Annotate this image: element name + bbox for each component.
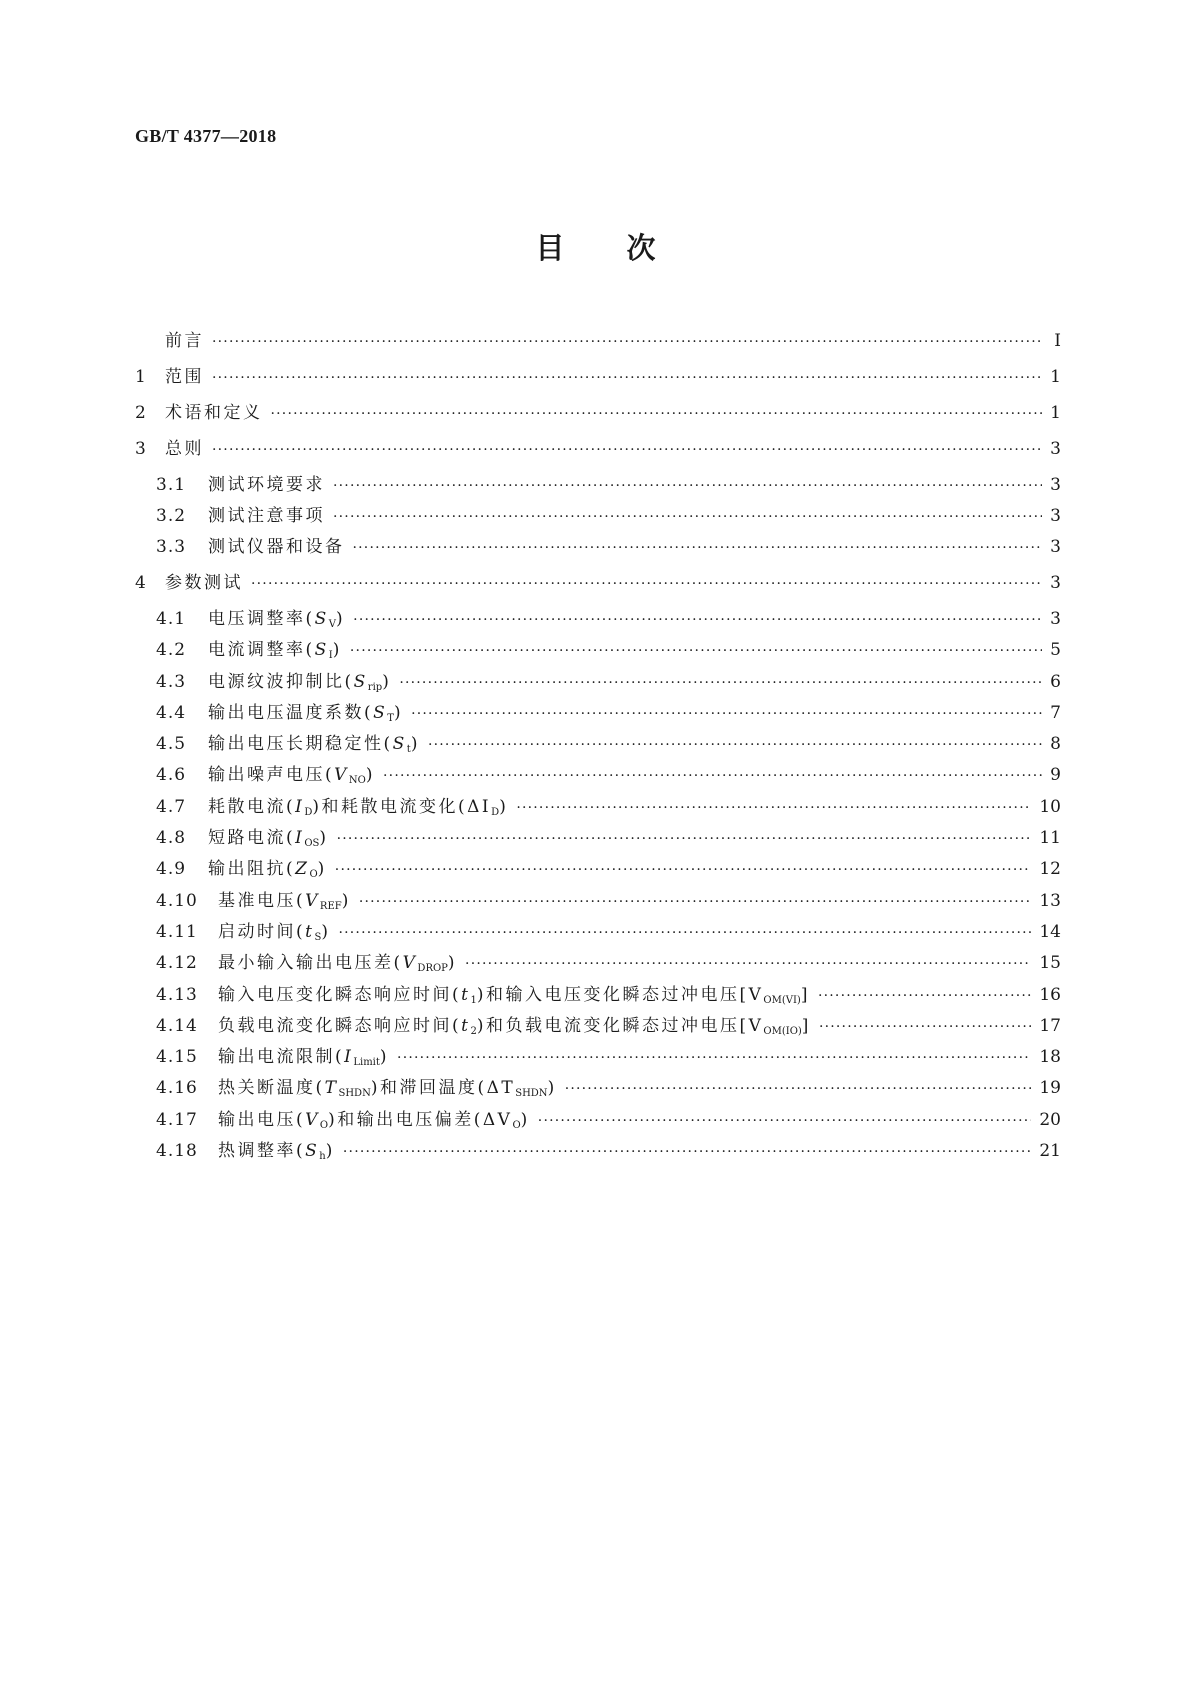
toc-entry[interactable]	[135, 1136, 1061, 1167]
toc-entry-page: 3	[1050, 573, 1061, 594]
toc-entry-symbol: I	[344, 1047, 354, 1068]
toc-entry-title	[218, 917, 330, 943]
toc-entry-title-tail: )和滞回温度(ΔT	[370, 1078, 516, 1099]
toc-entry-title-tail: )	[547, 1078, 557, 1099]
toc-entry-title	[218, 1011, 811, 1037]
toc-entry-number: 4.8	[156, 828, 187, 849]
toc-leader-dots	[397, 1050, 1031, 1066]
toc-entry-title-tail: )	[317, 859, 327, 880]
toc-entry[interactable]	[135, 532, 1061, 563]
toc-entry-number: 4.4	[156, 702, 187, 723]
toc-entry-title-text: 测试仪器和设备	[208, 537, 345, 558]
toc-entry-title-text: 热调整率(	[218, 1140, 306, 1161]
toc-entry-subscript: O	[319, 1119, 329, 1131]
toc-leader-dots	[337, 831, 1032, 847]
toc-entry-subscript: D	[304, 806, 313, 818]
toc-entry[interactable]	[135, 398, 1061, 429]
toc-entry[interactable]	[135, 326, 1061, 357]
toc-entry-title-tail: )	[382, 671, 392, 692]
toc-entry-number: 4.9	[156, 859, 187, 880]
toc-entry-title-tail: )和耗散电流变化(ΔI	[312, 796, 492, 817]
toc-entry-title	[208, 501, 325, 526]
toc-entry[interactable]	[135, 948, 1061, 979]
toc-leader-dots	[565, 1081, 1032, 1097]
toc-entry-title	[218, 948, 457, 974]
toc-entry-subscript: SHDN	[338, 1088, 371, 1100]
toc-entry-number: 3.3	[156, 537, 187, 558]
toc-entry-title	[208, 760, 375, 786]
toc-entry-number: 4	[135, 573, 147, 594]
toc-entry-subscript: rip	[367, 681, 383, 693]
toc-entry-subscript: OS	[304, 838, 320, 850]
toc-leader-dots	[271, 406, 1043, 422]
toc-entry-number: 4.6	[156, 765, 187, 786]
toc-leader-dots	[353, 540, 1043, 556]
toc-entry-title-text: 耗散电流(	[208, 796, 296, 817]
toc-entry-title-text: 术语和定义	[165, 402, 263, 423]
toc-entry-subscript: V	[328, 618, 337, 630]
toc-entry[interactable]	[135, 1105, 1061, 1136]
toc-entry[interactable]	[135, 823, 1061, 854]
toc-entry-title	[208, 604, 345, 630]
toc-entry-title	[165, 362, 204, 387]
toc-entry-title	[208, 729, 420, 755]
toc-entry-title-tail: )	[520, 1109, 530, 1130]
toc-entry[interactable]	[135, 698, 1061, 729]
toc-entry-title-text: 电流调整率(	[208, 640, 315, 661]
toc-leader-dots	[353, 612, 1042, 628]
table-of-contents	[135, 326, 1061, 1167]
toc-entry-number: 4.3	[156, 671, 187, 692]
toc-entry[interactable]	[135, 667, 1061, 698]
toc-entry-symbol: S	[314, 608, 329, 629]
toc-entry-title	[218, 1105, 530, 1131]
toc-entry-subscript: REF	[319, 900, 342, 912]
toc-entry-title	[165, 434, 204, 459]
toc-entry-title	[208, 532, 345, 557]
toc-leader-dots	[333, 509, 1042, 525]
toc-entry-title-text: 短路电流(	[208, 828, 296, 849]
toc-entry-page: 3	[1050, 505, 1061, 526]
toc-entry[interactable]	[135, 886, 1061, 917]
toc-entry-title-tail: )	[379, 1047, 390, 1068]
toc-entry-title-tail: )	[336, 608, 346, 629]
toc-entry-title-tail: ]	[801, 1015, 811, 1036]
toc-entry-page: 16	[1039, 984, 1061, 1005]
toc-entry-page: 15	[1039, 953, 1061, 974]
title-char-1: 目	[535, 231, 565, 265]
toc-entry-title	[208, 823, 329, 849]
toc-entry[interactable]	[135, 760, 1061, 791]
toc-leader-dots	[335, 862, 1032, 878]
toc-entry-title-text: 输出电流限制(	[218, 1047, 345, 1068]
toc-entry[interactable]	[135, 1042, 1061, 1073]
toc-entry-symbol: S	[305, 1140, 320, 1161]
toc-entry-title-text: 测试注意事项	[208, 505, 325, 526]
toc-entry-symbol: t	[461, 1015, 471, 1036]
toc-entry-title	[208, 667, 391, 693]
toc-leader-dots	[343, 1144, 1031, 1160]
toc-entry-title-tail: )和输入电压变化瞬态过冲电压[V	[476, 984, 764, 1005]
toc-entry-title-text: 参数测试	[165, 573, 243, 594]
toc-entry-title-text: 热关断温度(	[218, 1078, 325, 1099]
toc-entry-page: 19	[1039, 1078, 1061, 1099]
toc-entry-number: 4.2	[156, 640, 187, 661]
toc-entry-title	[165, 326, 204, 351]
toc-entry-title-text: 电源纹波抑制比(	[208, 671, 354, 692]
toc-leader-dots	[212, 370, 1042, 386]
toc-entry[interactable]	[135, 501, 1061, 532]
toc-entry-page: 17	[1039, 1015, 1061, 1036]
toc-entry-title	[218, 1042, 389, 1068]
toc-entry-symbol: S	[353, 671, 368, 692]
toc-entry-title	[218, 1136, 335, 1162]
toc-entry-page: 7	[1050, 702, 1061, 723]
toc-entry-subscript: I	[328, 650, 333, 662]
toc-entry[interactable]	[135, 980, 1061, 1011]
toc-entry-symbol: S	[314, 640, 329, 661]
toc-entry-subscript: OM(IO)	[763, 1025, 802, 1037]
toc-entry-title-text: 输出噪声电压(	[208, 765, 335, 786]
toc-entry-symbol: V	[334, 765, 349, 786]
toc-entry-symbol: T	[324, 1078, 339, 1099]
toc-entry-subscript: 2	[470, 1025, 477, 1037]
toc-entry-subscript: h	[319, 1150, 326, 1162]
toc-entry[interactable]	[135, 729, 1061, 760]
toc-entry-title	[208, 470, 325, 495]
toc-entry-page: 3	[1050, 608, 1061, 629]
toc-entry[interactable]	[135, 362, 1061, 393]
toc-entry-title-tail: )	[325, 1140, 335, 1161]
toc-entry-title-text: 基准电压(	[218, 890, 306, 911]
toc-entry-subscript: O	[309, 869, 318, 881]
toc-entry-page: 3	[1050, 474, 1061, 495]
toc-entry-title-text: 输出阻抗(	[208, 859, 296, 880]
toc-entry-number: 4.16	[156, 1078, 198, 1099]
toc-entry-title	[165, 568, 243, 593]
toc-entry-title	[218, 1073, 557, 1099]
toc-entry[interactable]	[135, 917, 1061, 948]
toc-entry-symbol: S	[392, 734, 407, 755]
toc-entry-title-tail: )	[332, 640, 342, 661]
toc-entry-subscript: SHDN	[515, 1088, 548, 1100]
toc-entry[interactable]	[135, 434, 1061, 465]
toc-entry-title-tail: )和输出电压偏差(ΔV	[328, 1109, 513, 1130]
toc-entry-number: 4.13	[156, 984, 198, 1005]
toc-entry[interactable]	[135, 1011, 1061, 1042]
toc-entry-page: 13	[1039, 890, 1061, 911]
toc-entry-title-text: 最小输入输出电压差(	[218, 953, 403, 974]
toc-entry-title-text: 输出电压温度系数(	[208, 702, 374, 723]
toc-entry-number: 3.2	[156, 505, 187, 526]
toc-entry-title-tail: )	[410, 734, 420, 755]
toc-entry-title-tail: )	[393, 702, 404, 723]
toc-entry-title	[165, 398, 263, 423]
toc-leader-dots	[516, 800, 1031, 816]
toc-entry-symbol: V	[402, 953, 418, 974]
toc-entry-subscript: 1	[470, 994, 477, 1006]
toc-entry-symbol: V	[305, 890, 320, 911]
toc-entry-title-tail: )	[319, 828, 329, 849]
toc-leader-dots	[359, 894, 1032, 910]
standard-code: GB/T 4377—2018	[135, 126, 277, 146]
toc-entry-page: 10	[1039, 796, 1061, 817]
toc-entry-title-text: 启动时间(	[218, 921, 306, 942]
toc-entry-symbol: I	[295, 828, 305, 849]
toc-entry-page: 1	[1050, 366, 1061, 387]
toc-entry-number: 4.15	[156, 1047, 198, 1068]
toc-entry-number: 4.10	[156, 890, 198, 911]
title-char-2: 次	[626, 231, 656, 265]
toc-leader-dots	[428, 737, 1042, 753]
toc-entry-title-tail: )	[365, 765, 376, 786]
toc-entry-page: 8	[1050, 734, 1061, 755]
toc-entry-page: 1	[1050, 402, 1061, 423]
toc-entry-page: 18	[1039, 1047, 1061, 1068]
toc-entry-title	[208, 792, 508, 818]
toc-entry-title	[218, 886, 351, 912]
toc-entry-subscript: NO	[348, 775, 366, 787]
toc-entry-subscript: OM(VI)	[763, 994, 801, 1006]
toc-entry[interactable]	[135, 635, 1061, 666]
toc-entry-subscript: DROP	[417, 963, 448, 975]
toc-entry-subscript: S	[314, 931, 322, 943]
toc-entry-subscript: t	[406, 744, 411, 756]
toc-entry-symbol: Z	[295, 859, 310, 880]
toc-entry-title	[208, 635, 342, 661]
toc-entry[interactable]	[135, 792, 1061, 823]
toc-entry-number: 3	[135, 438, 147, 459]
toc-leader-dots	[465, 956, 1031, 972]
toc-entry-number: 4.1	[156, 608, 187, 629]
toc-entry-number: 4.11	[156, 921, 198, 942]
toc-entry-symbol: t	[461, 984, 471, 1005]
toc-entry-page: 3	[1050, 537, 1061, 558]
toc-entry-number: 4.12	[156, 953, 198, 974]
toc-entry-number: 3.1	[156, 474, 187, 495]
toc-leader-dots	[399, 675, 1042, 691]
toc-entry-subscript: T	[387, 712, 394, 724]
toc-entry-number: 4.5	[156, 734, 187, 755]
toc-entry-page: 6	[1050, 671, 1061, 692]
toc-entry[interactable]	[135, 568, 1061, 599]
page-title	[0, 226, 1191, 267]
toc-entry-title-tail: )	[341, 890, 351, 911]
toc-entry-title-tail: )	[321, 921, 331, 942]
toc-entry-page: Ⅰ	[1054, 331, 1061, 351]
toc-entry-subscript: Limit	[353, 1057, 380, 1069]
toc-entry-number: 1	[135, 366, 147, 387]
toc-leader-dots	[350, 643, 1042, 659]
toc-entry-title-text: 负载电流变化瞬态响应时间(	[218, 1015, 462, 1036]
toc-entry-number: 4.17	[156, 1109, 198, 1130]
toc-entry-number: 4.14	[156, 1015, 198, 1036]
toc-leader-dots	[383, 768, 1042, 784]
toc-entry[interactable]	[135, 604, 1061, 635]
toc-entry-title-text: 总则	[165, 438, 204, 459]
toc-entry-title-text: 电压调整率(	[208, 608, 315, 629]
toc-entry-page: 12	[1039, 859, 1061, 880]
toc-entry-title	[208, 698, 403, 724]
toc-entry[interactable]	[135, 854, 1061, 885]
toc-entry-page: 3	[1050, 438, 1061, 459]
toc-leader-dots	[212, 334, 1043, 350]
toc-leader-dots	[538, 1113, 1032, 1129]
toc-entry-title-text: 输出电压长期稳定性(	[208, 734, 393, 755]
toc-entry-symbol: I	[295, 796, 305, 817]
toc-leader-dots	[338, 925, 1031, 941]
toc-entry-page: 14	[1039, 921, 1061, 942]
toc-entry-title-text: 前言	[165, 331, 204, 351]
toc-leader-dots	[411, 706, 1042, 722]
toc-entry[interactable]	[135, 470, 1061, 501]
toc-entry-page: 9	[1050, 765, 1061, 786]
toc-leader-dots	[819, 1019, 1031, 1035]
toc-entry-title-tail: )和负载电流变化瞬态过冲电压[V	[476, 1015, 764, 1036]
toc-entry-page: 11	[1039, 828, 1061, 849]
toc-entry-page: 20	[1039, 1109, 1061, 1130]
toc-entry-page: 5	[1050, 640, 1061, 661]
toc-entry-title-text: 测试环境要求	[208, 474, 325, 495]
toc-entry-title-tail: )	[447, 953, 458, 974]
toc-entry-number: 4.7	[156, 796, 187, 817]
toc-entry-number: 2	[135, 402, 147, 423]
toc-leader-dots	[333, 478, 1042, 494]
toc-entry-title-text: 输出电压(	[218, 1109, 306, 1130]
toc-leader-dots	[251, 576, 1042, 592]
toc-entry[interactable]	[135, 1073, 1061, 1104]
toc-entry-title-text: 输入电压变化瞬态响应时间(	[218, 984, 462, 1005]
toc-entry-symbol: V	[305, 1109, 320, 1130]
toc-leader-dots	[818, 988, 1031, 1004]
toc-entry-subscript: D	[491, 806, 500, 818]
toc-entry-title-tail: ]	[800, 984, 810, 1005]
toc-entry-subscript: O	[512, 1119, 521, 1131]
toc-entry-title	[218, 980, 810, 1006]
toc-entry-page: 21	[1039, 1140, 1061, 1161]
toc-entry-symbol: S	[373, 702, 388, 723]
toc-leader-dots	[212, 442, 1042, 458]
toc-entry-number: 4.18	[156, 1140, 198, 1161]
toc-entry-title-tail: )	[499, 796, 509, 817]
toc-entry-symbol: t	[305, 921, 315, 942]
toc-entry-title	[208, 854, 327, 880]
toc-entry-title-text: 范围	[165, 366, 204, 387]
